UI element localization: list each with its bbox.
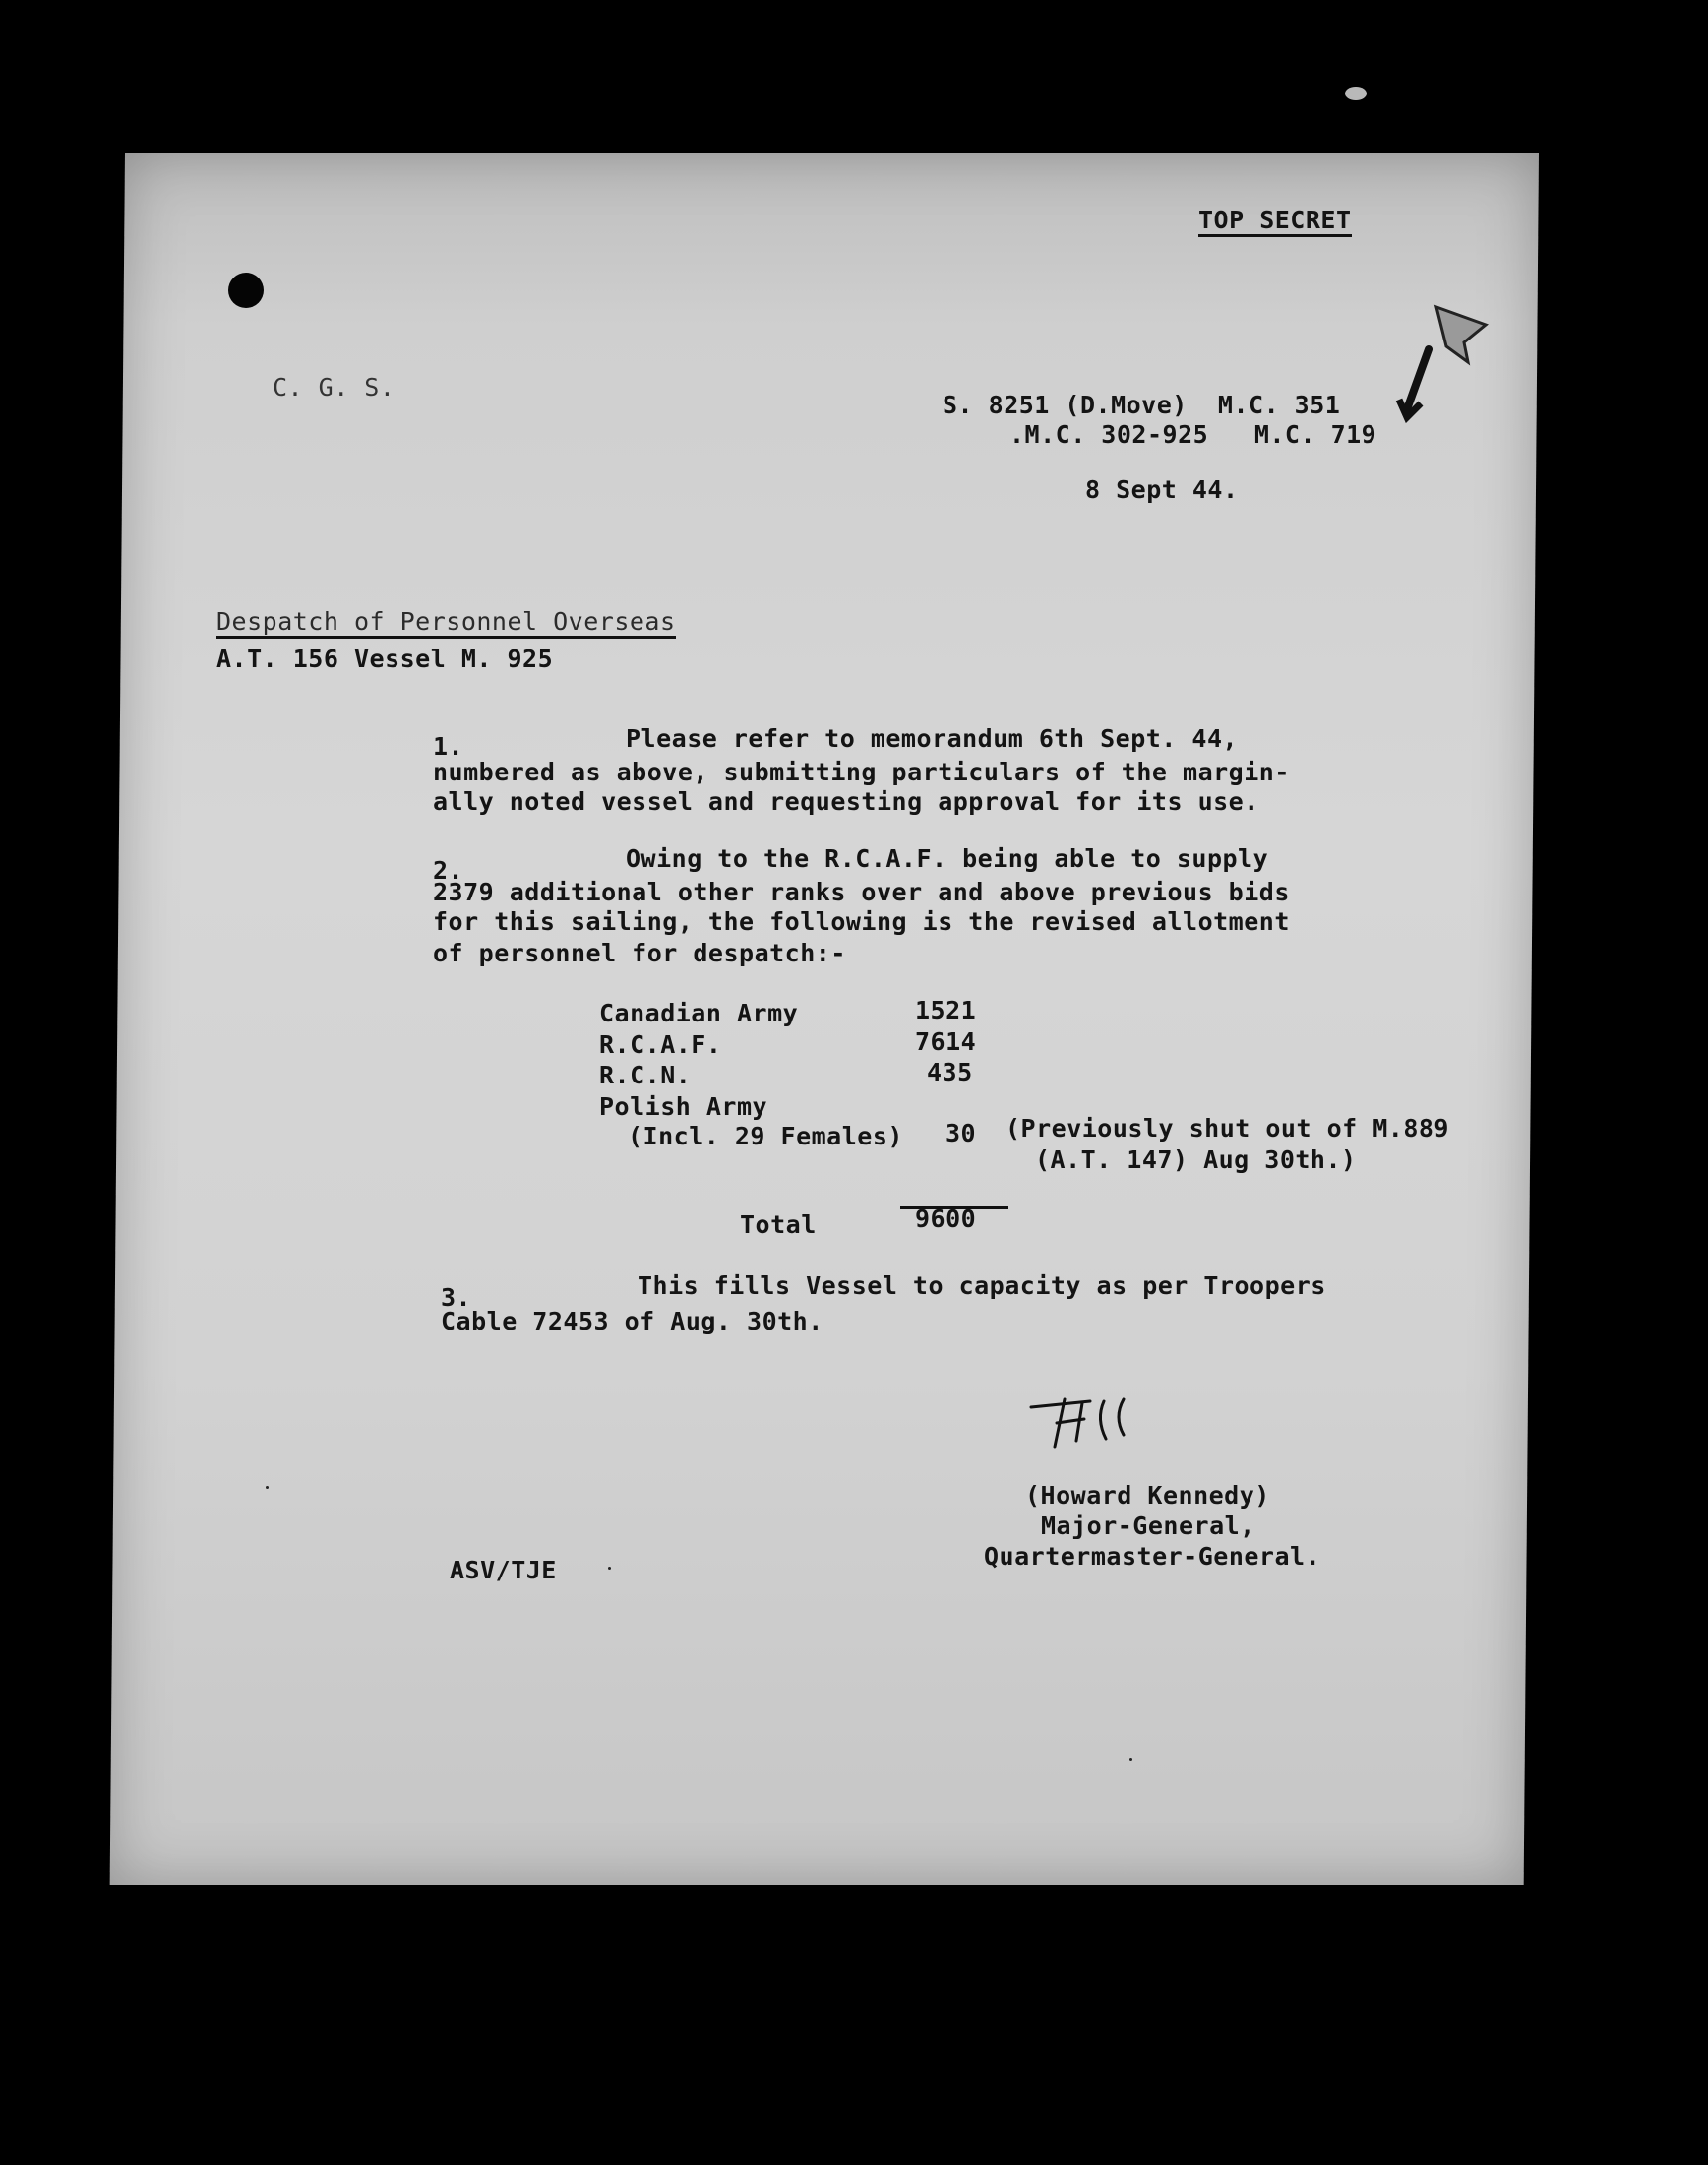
signatory-rank: Major-General,: [1041, 1512, 1255, 1540]
file-reference-line-1: S. 8251 (D.Move) M.C. 351: [943, 391, 1341, 419]
paragraph-2-line-1: Owing to the R.C.A.F. being able to supply: [626, 844, 1269, 873]
addressee: C. G. S.: [273, 373, 396, 402]
page-speck: [1129, 1758, 1132, 1761]
paragraph-2-line-2: 2379 additional other ranks over and above previous bids: [433, 878, 1290, 906]
allotment-count: 7614: [915, 1027, 977, 1056]
punch-hole: [228, 273, 264, 308]
allotment-count: 435: [927, 1058, 973, 1086]
page-speck: [608, 1567, 611, 1570]
allotment-count: 1521: [915, 996, 977, 1024]
arrow-flag-icon: [1395, 295, 1503, 433]
total-value: 9600: [915, 1205, 977, 1233]
paragraph-2-line-3: for this sailing, the following is the revised allotment: [433, 907, 1290, 936]
signatory-name: (Howard Kennedy): [1025, 1481, 1270, 1510]
file-reference-line-2: .M.C. 302-925 M.C. 719: [1009, 420, 1377, 449]
allotment-service: R.C.N.: [599, 1061, 692, 1089]
subject-line-2: A.T. 156 Vessel M. 925: [216, 645, 554, 673]
allotment-service: Canadian Army: [599, 999, 799, 1027]
allotment-note-line-1: (Previously shut out of M.889: [1006, 1114, 1449, 1143]
allotment-service: R.C.A.F.: [599, 1030, 722, 1059]
page-speck: [1345, 87, 1367, 100]
subject-line-1: Despatch of Personnel Overseas: [216, 609, 676, 639]
paragraph-2-number: 2.: [433, 856, 464, 885]
page-speck: [266, 1486, 269, 1489]
paragraph-1-line-3: ally noted vessel and requesting approval for its use.: [433, 787, 1259, 816]
allotment-service: Polish Army: [599, 1092, 768, 1121]
paragraph-3-line-1: This fills Vessel to capacity as per Troopers: [638, 1271, 1326, 1300]
paragraph-1-number: 1.: [433, 732, 464, 761]
document-date: 8 Sept 44.: [1085, 475, 1239, 504]
paragraph-2-line-4: of personnel for despatch:-: [433, 939, 846, 967]
paragraph-3-number: 3.: [441, 1283, 472, 1312]
paragraph-3-line-2: Cable 72453 of Aug. 30th.: [441, 1307, 824, 1335]
signatory-title: Quartermaster-General.: [984, 1542, 1321, 1571]
reference-initials: ASV/TJE: [450, 1556, 557, 1584]
paragraph-1-line-2: numbered as above, submitting particulars of the margin-: [433, 758, 1290, 786]
allotment-count: 30: [946, 1119, 977, 1147]
handwritten-initials: [1021, 1390, 1169, 1458]
classification-stamp: TOP SECRET: [1198, 208, 1352, 237]
total-label: Total: [740, 1210, 817, 1239]
allotment-note-line-2: (A.T. 147) Aug 30th.): [1035, 1145, 1357, 1174]
allotment-service: (Incl. 29 Females): [628, 1122, 903, 1150]
paragraph-1-line-1: Please refer to memorandum 6th Sept. 44,: [626, 724, 1239, 753]
